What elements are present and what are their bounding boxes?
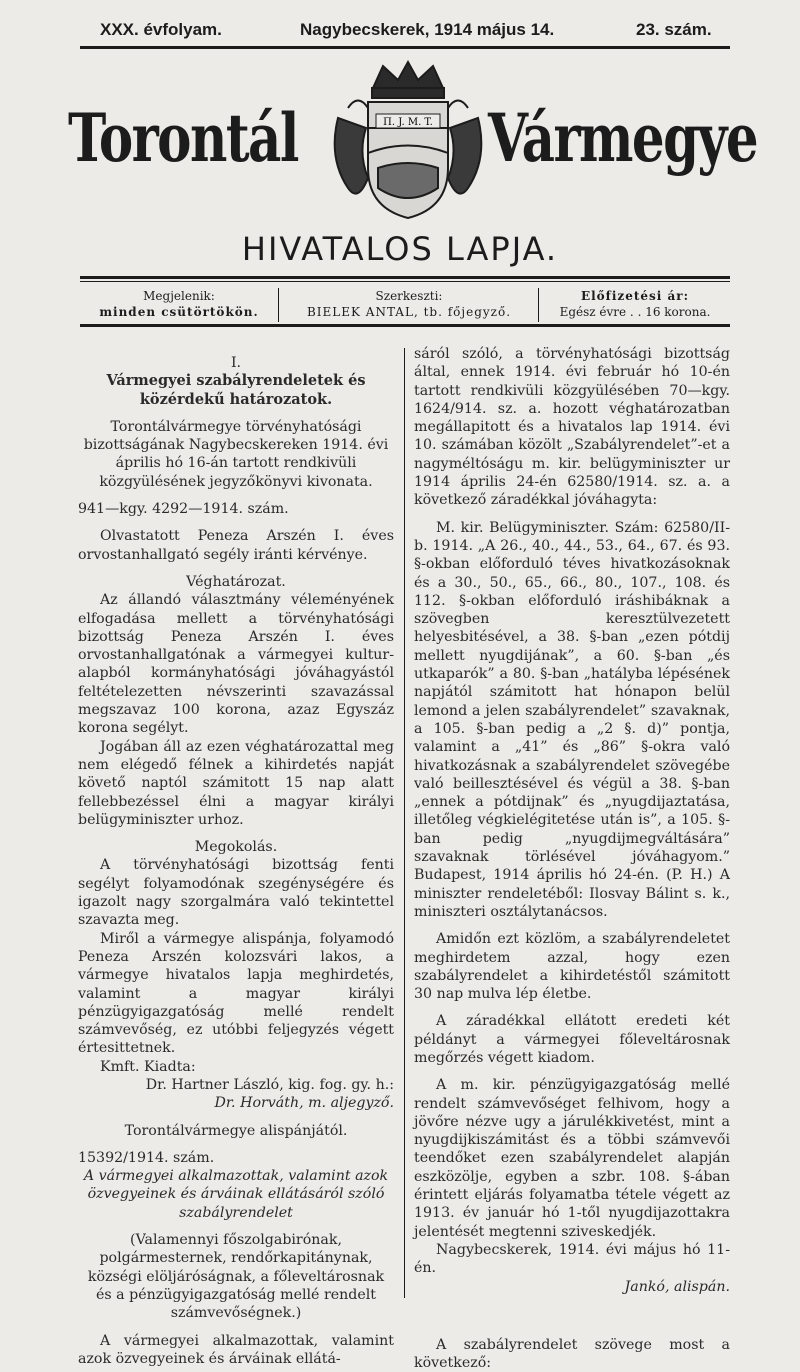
paragraph: A záradékkal ellátott eredeti két példányt a vármegyei főleveltárosnak megőrzés végett kiadom. xyxy=(414,1013,730,1066)
coat-of-arms xyxy=(328,58,488,223)
top-bar xyxy=(80,20,730,42)
paragraph: (Valamennyi főszolgabirónak, polgármesternek, rendőrkapitánynak, községi elöljáróságnak, a főleveltárosnak és a pénzügyigazgatóság mellé rendelt számvevőségnek.) xyxy=(87,1232,385,1322)
paragraph: Megokolás. xyxy=(194,839,278,856)
paragraph: Dr. Horváth, m. aljegyző. xyxy=(214,1095,394,1112)
paragraph: Miről a vármegye alispánja, folyamodó Peneza Arszén kolozsvári lakos, a vármegye hivatalos lapja meghirdetés, valamint a magyar királyi pénzügyigazgatóság mellé rendelt számvevőség, ez utóbbi feljegyzés végett értesittetnek. xyxy=(78,930,394,1057)
paragraph: A vármegyei alkalmazottak, valamint azok özvegyeinek és árváinak ellátá- xyxy=(78,1332,394,1367)
paragraph: 941—kgy. 4292—1914. szám. xyxy=(78,501,289,518)
paragraph: Dr. Hartner László, kig. fog. gy. h.: xyxy=(145,1076,394,1093)
right-column xyxy=(414,345,730,1372)
paragraph: Vármegyei szabályrendeletek és közérdekű határozatok. xyxy=(106,372,366,408)
paragraph: A törvényhatósági bizottság fenti segélyt folyamodónak szegénységére és igazolt nagy szorgalmára való tekintettel szavazta meg. xyxy=(78,857,394,929)
paragraph: Torontálvármegye törvényhatósági bizottságának Nagybecskereken 1914. évi április hó 16-án tartott rendkivüli közgyülésének jegyzőkönyvi kivonata. xyxy=(83,418,389,490)
info-divider-1 xyxy=(278,288,279,322)
info-bottom-rule xyxy=(80,324,730,327)
info-editor xyxy=(280,288,538,320)
info-subscription-label: Előfizetési ár: xyxy=(580,289,690,303)
left-column xyxy=(78,345,394,1368)
info-publication xyxy=(80,288,278,320)
paragraph: 15392/1914. szám. xyxy=(78,1149,215,1166)
issue-number: 23. szám. xyxy=(636,20,712,39)
info-editor-value: BIELEK ANTAL, tb. főjegyző. xyxy=(306,305,512,319)
paragraph: A m. kir. pénzügyigazgatóság mellé rendelt számvevőséget felhivom, hogy a jövőre nézve ugy a járulékkivetést, mint a nyugdijkiszámitást és a többi számvevői teendőket ezen szabályrendelet alapján eszközölje, egyben a szbr. 108. §-ában érintett eljárás folyamatba tétele végett az 1913. év január hó 1-től nyugdijazottakra jelentését megtenni sziveskedjék. xyxy=(414,1077,730,1240)
column-divider xyxy=(404,348,405,1298)
paragraph: A szabályrendelet szövege most a következő: xyxy=(414,1336,730,1372)
crest-text: П. J. M. T. xyxy=(383,117,433,128)
paragraph: Jogában áll az ezen véghatározattal meg nem elégedő félnek a kihirdetés napját követő naptól számitott 15 nap alatt fellebbezéssel élni a magyar királyi belügyminiszter urhoz. xyxy=(78,738,394,828)
paragraph: sáról szóló, a törvényhatósági bizottság által, ennek 1914. évi február hó 10-én tartott rendkivüli közgyülésében 70—kgy. 1624/914. sz. a. hozott véghatározatban megállapitott és a hivatalos lap 1914. évi 10. számában közölt „Szabályrendelet”-et a nagyméltóságu m. kir. belügyminiszter ur 1914 április 24-én 62580/1914. sz. a. a következő záradékkal jóváhagyta: xyxy=(414,346,730,509)
masthead-right: Vármegye xyxy=(488,99,758,177)
place-date: Nagybecskerek, 1914 május 14. xyxy=(300,20,555,39)
header-rule xyxy=(80,46,730,49)
paragraph: M. kir. Belügyminiszter. Szám: 62580/II-b. 1914. „A 26., 40., 44., 53., 64., 67. és 93. §-okban előforduló téves hivatkozásoknak és a 30., 50., 65., 66., 80., 107., 108. és 112. §-okban előforduló iráshibáknak a szövegben keresztülvezetett helyesbitésével, a 38. §-ban „ezen pótdij mellett nyugdijának”, a 60. §-ban „és utkaparók” a 80. §-ban „hatályba lépésének napjától számitott hat hónapon belül lemond a jelen szabályrendelet” szavaknak, a 105. §-ban pedig a „2 §. d)” pontja, valamint a „41” és „86” §-okra való hivatkozásnak a szabályrendelet szövegébe való beillesztésével és végül a 38. §-ban „ennek a pótdijnak” és „nyugdijaztatása, illetőleg végkielégitetése után is”, a 105. §-ban pedig „nyugdijmegváltására” szavaknak törlésével jóváhagyom.” Budapest, 1914 április hó 24-én. (P. H.) A miniszter rendeletéből: Ilosvay Bálint s. k., miniszteri osztálytanácsos. xyxy=(414,519,730,920)
paragraph: Nagybecskerek, 1914. évi május hó 11-én. xyxy=(414,1241,730,1277)
subtitle: HIVATALOS LAPJA. xyxy=(241,230,559,268)
info-subscription-value: Egész évre . . 16 korona. xyxy=(559,305,711,319)
paragraph: Olvastatott Peneza Arszén I. éves orvostanhallgató segély iránti kérvénye. xyxy=(78,528,394,563)
info-top-rule xyxy=(80,276,730,279)
volume-label: XXX. évfolyam. xyxy=(100,20,222,39)
paragraph: A vármegyei alkalmazottak, valamint azok özvegyeinek és árváinak ellátásáról szóló szabályrendelet xyxy=(83,1168,389,1221)
info-top-rule-thin xyxy=(80,281,730,282)
paragraph: Az állandó választmány véleményének elfogadása mellett a törvényhatósági bizottság Peneza Arszén I. éves orvostanhallgatónak a vármegyei kultur-alapból kormányhatósági jóváhagyástól feltételezetten névszerinti szavazással megszavaz 100 korona, azaz Egyszáz korona segélyt. xyxy=(78,592,394,737)
paragraph: Véghatározat. xyxy=(186,573,286,590)
paragraph: Torontálvármegye alispánjától. xyxy=(124,1122,348,1139)
info-publication-label: Megjelenik: xyxy=(143,289,215,303)
info-divider-2 xyxy=(538,288,539,322)
masthead-left: Torontál xyxy=(68,99,298,177)
paragraph: Kmft. Kiadta: xyxy=(100,1058,196,1075)
info-subscription xyxy=(540,288,730,320)
info-publication-value: minden csütörtökön. xyxy=(99,305,259,319)
info-editor-label: Szerkeszti: xyxy=(375,289,443,303)
paragraph: Jankó, alispán. xyxy=(624,1278,730,1295)
paragraph: Amidőn ezt közlöm, a szabályrendeletet meghirdetem azzal, hogy ezen szabályrendelet a kihirdetéstől számitott 30 nap mulva lép életbe. xyxy=(414,931,730,1003)
paragraph: I. xyxy=(230,355,242,371)
